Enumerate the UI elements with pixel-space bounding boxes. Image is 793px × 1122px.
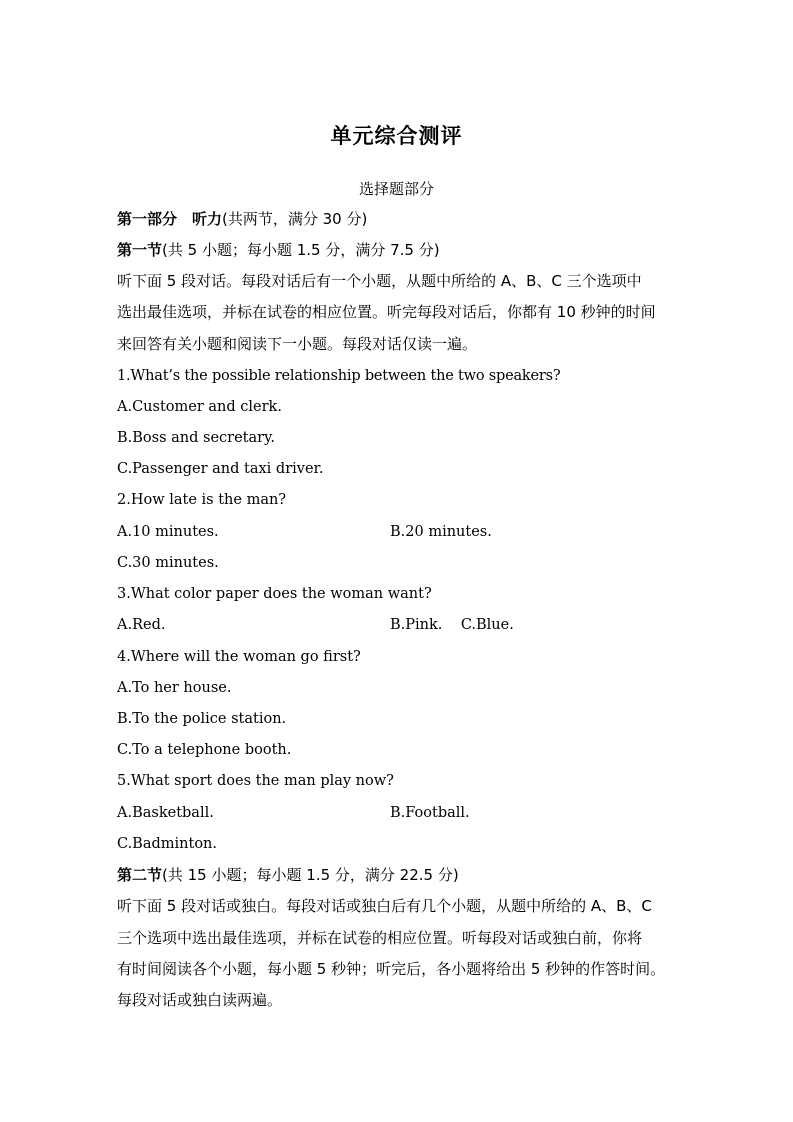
section1-instruction-line: 来回答有关小题和阅读下一小题。每段对话仅读一遍。 <box>117 335 478 353</box>
question-option: A.Red. <box>117 617 166 633</box>
question-stem: 5.What sport does the man play now? <box>117 773 394 789</box>
question-stem: 2.How late is the man? <box>117 492 287 508</box>
question-option: C.Passenger and taxi driver. <box>117 461 324 477</box>
section1-instruction-line: 选出最佳选项，并标在试卷的相应位置。听完每段对话后，你都有 10 秒钟的时间 <box>117 303 656 321</box>
question-option: B.Boss and secretary. <box>117 430 275 446</box>
question-option: A.To her house. <box>117 680 232 696</box>
part1-heading-note: (共两节，满分 30 分) <box>222 210 368 228</box>
question-option: B.To the police station. <box>117 711 287 727</box>
question-stem: 3.What color paper does the woman want? <box>117 586 432 602</box>
section1-heading: 第一节 <box>117 241 163 259</box>
question-option: C.30 minutes. <box>117 555 219 571</box>
part1-heading-line <box>117 209 682 229</box>
section2-heading: 第二节 <box>117 866 163 884</box>
question-option: A.Basketball. <box>117 805 214 821</box>
section1-heading-note: (共 5 小题；每小题 1.5 分，满分 7.5 分) <box>162 241 440 259</box>
section2-heading-note: (共 15 小题；每小题 1.5 分，满分 22.5 分) <box>162 866 459 884</box>
section1-heading-line <box>117 240 682 260</box>
question-stem: 4.Where will the woman go first? <box>117 649 361 665</box>
section-subtitle: 选择题部分 <box>358 180 434 198</box>
question-option: A.Customer and clerk. <box>117 399 282 415</box>
question-option-row <box>117 615 682 635</box>
question-option-row <box>117 803 682 823</box>
section2-instruction-line: 听下面 5 段对话或独白。每段对话或独白后有几个小题，从题中所给的 A、B、C <box>117 897 652 915</box>
question-option: B.Pink. C.Blue. <box>390 617 514 633</box>
question-option: B.20 minutes. <box>390 524 492 540</box>
part1-heading: 第一部分 听力 <box>117 210 223 228</box>
section2-heading-line <box>117 865 682 885</box>
question-option: A.10 minutes. <box>117 524 219 540</box>
question-option: C.Badminton. <box>117 836 217 852</box>
question-option: B.Football. <box>390 805 470 821</box>
page-title: 单元综合测评 <box>330 124 463 148</box>
question-option: C.To a telephone booth. <box>117 742 292 758</box>
section2-instruction-line: 三个选项中选出最佳选项，并标在试卷的相应位置。听每段对话或独白前，你将 <box>117 929 643 947</box>
section1-instruction-line: 听下面 5 段对话。每段对话后有一个小题，从题中所给的 A、B、C 三个选项中 <box>117 272 642 290</box>
section2-instruction-line: 每段对话或独白读两遍。 <box>117 991 283 1009</box>
question-option-row <box>117 522 682 542</box>
question-stem: 1.What’s the possible relationship between the two speakers? <box>117 368 561 384</box>
section2-instruction-line: 有时间阅读各个小题，每小题 5 秒钟；听完后，各小题将给出 5 秒钟的作答时间。 <box>117 960 666 978</box>
